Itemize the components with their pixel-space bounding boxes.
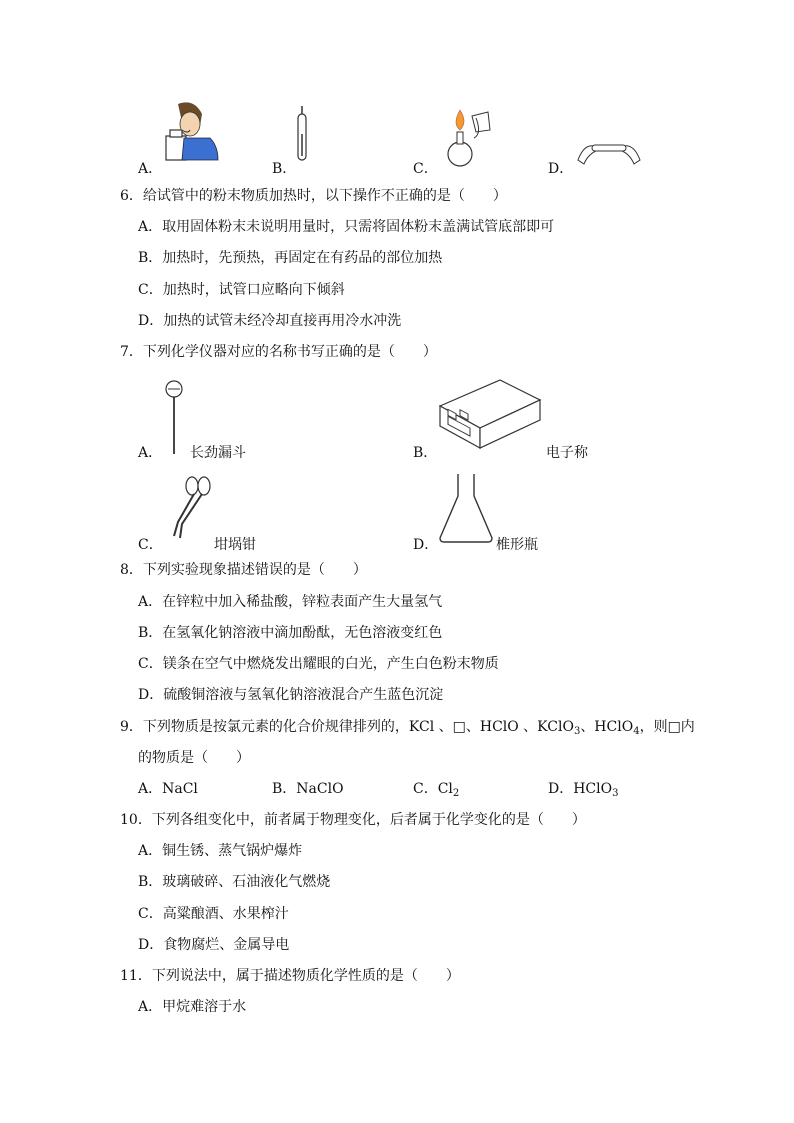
q9-option-c [413,780,459,798]
q7-name-c: 坩埚钳 [214,537,256,553]
q5-option-d: D． [548,161,574,177]
q7-option-c: C． [138,537,163,553]
q6-option-b: B．加热时，先预热，再固定在有药品的部位加热 [138,250,443,266]
q9-option-b: B．NaClO [272,781,344,797]
q8-option-a: A．在锌粒中加入稀盐酸，锌粒表面产生大量氢气 [138,594,443,610]
q7-option-b: B． [413,445,438,461]
q6-option-a: A．取用固体粉末未说明用量时，只需将固体粉末盖满试管底部即可 [138,219,555,235]
q6-option-d: D．加热的试管未经冷却直接再用冷水冲洗 [138,313,402,329]
q9-option-d-text: D．HClO [548,781,613,797]
q7-scale-figure [436,378,544,450]
q9-option-c-text: C．Cl [413,781,453,797]
q6-option-c: C．加热时，试管口应略向下倾斜 [138,282,345,298]
q9-stem-line1 [120,718,695,736]
q6-stem: 6．给试管中的粉末物质加热时，以下操作不正确的是（ ） [120,188,507,204]
q10-stem: 10．下列各组变化中，前者属于物理变化，后者属于化学变化的是（ ） [120,812,586,828]
q7-stem: 7．下列化学仪器对应的名称书写正确的是（ ） [120,344,437,360]
q7-name-a: 长劲漏斗 [190,445,246,461]
q8-option-b: B．在氢氧化钠溶液中滴加酚酞，无色溶液变红色 [138,625,443,641]
q10-option-d: D．食物腐烂、金属导电 [138,937,290,953]
q10-option-b: B．玻璃破碎、石油液化气燃烧 [138,874,331,890]
q7-funnel-figure [162,378,186,456]
q9-option-c-sub: 2 [452,788,460,799]
q9-option-a: A．NaCl [138,781,198,797]
q9-stem-part1: 9．下列物质是按氯元素的化合价规律排列的，KCl 、□、HClO 、KClO [120,719,574,735]
q10-option-c: C．高粱酿酒、水果榨汁 [138,906,289,922]
q5-option-c: C． [413,161,438,177]
q5-option-c-figure [436,104,496,170]
q10-option-a: A．铜生锈、蒸气锅炉爆炸 [138,843,303,859]
q7-option-d: D． [413,537,439,553]
q9-sub2: 4 [633,726,640,737]
q7-option-a: A． [138,445,163,461]
q8-option-d: D．硫酸铜溶液与氢氧化钠溶液混合产生蓝色沉淀 [138,687,444,703]
q5-option-a-figure [160,100,220,162]
q7-flask-figure [438,472,494,544]
q5-option-b: B． [272,161,297,177]
q9-stem-part3: ，则□内 [639,719,695,735]
q8-option-c: C．镁条在空气中燃烧发出耀眼的白光，产生白色粉末物质 [138,656,499,672]
q7-name-d: 椎形瓶 [496,537,538,553]
q9-option-d-sub: 3 [612,788,619,799]
q5-option-d-figure [576,130,642,166]
q9-stem-part2: 、HClO [580,719,634,735]
q9-option-d [548,780,618,798]
q5-option-a: A． [138,161,163,177]
q8-stem: 8．下列实验现象描述错误的是（ ） [120,562,367,578]
q5-option-b-figure [292,104,312,164]
q9-sub1: 3 [573,726,581,737]
q9-stem-line2: 的物质是（ ） [138,750,250,766]
q7-name-b: 电子称 [546,445,588,461]
q7-tongs-figure [164,474,214,542]
q11-option-a: A．甲烷难溶于水 [138,999,247,1015]
q11-stem: 11．下列说法中，属于描述物质化学性质的是（ ） [120,968,460,984]
